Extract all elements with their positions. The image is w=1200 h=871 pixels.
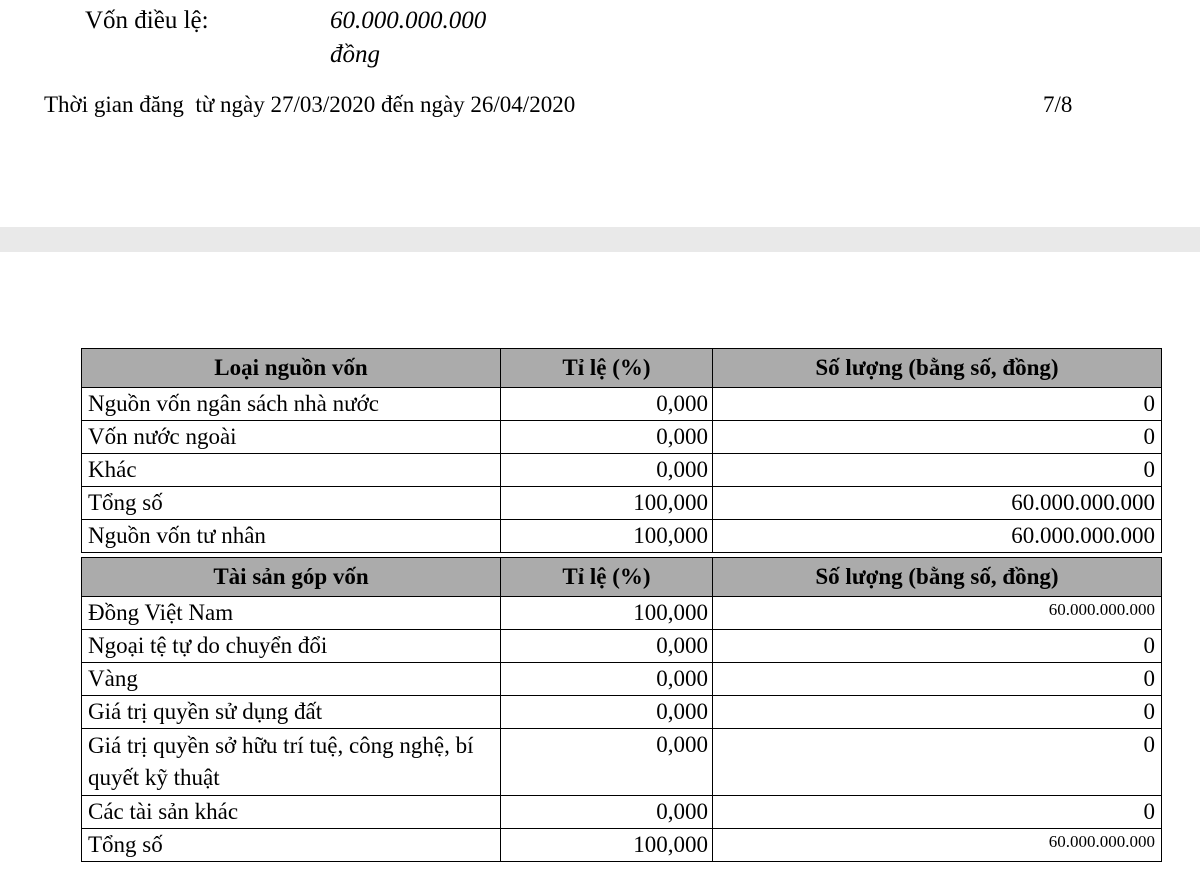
cell-source-rate: 100,000 [501, 487, 713, 520]
charter-capital-value [330, 4, 630, 72]
cell-asset-rate: 100,000 [501, 829, 713, 862]
cell-asset-rate: 100,000 [501, 597, 713, 630]
cell-asset-rate: 0,000 [501, 796, 713, 829]
cell-asset-name: Tổng số [82, 829, 501, 862]
cell-source-quantity: 60.000.000.000 [713, 487, 1162, 520]
table-row [82, 630, 1162, 663]
cell-asset-rate: 0,000 [501, 696, 713, 729]
cell-asset-name: Ngoại tệ tự do chuyển đổi [82, 630, 501, 663]
cell-asset-quantity: 60.000.000.000 [713, 829, 1162, 862]
table-row [82, 597, 1162, 630]
cell-asset-quantity: 0 [713, 796, 1162, 829]
cell-asset-quantity: 60.000.000.000 [713, 597, 1162, 630]
cell-source-rate: 0,000 [501, 421, 713, 454]
cell-source-rate: 0,000 [501, 454, 713, 487]
page-number: 7/8 [1043, 92, 1073, 117]
publication-period-text: Thời gian đăng từ ngày 27/03/2020 đến ngày 26/04/2020 [44, 92, 576, 117]
cell-asset-rate: 0,000 [501, 729, 713, 796]
cell-asset-name: Các tài sản khác [82, 796, 501, 829]
cell-asset-rate: 0,000 [501, 663, 713, 696]
capital-source-table [81, 348, 1162, 553]
column-header-source-type: Loại nguồn vốn [82, 349, 501, 388]
charter-capital-amount: 60.000.000.000 [330, 7, 487, 34]
cell-source-quantity: 0 [713, 421, 1162, 454]
table-row [82, 421, 1162, 454]
cell-source-rate: 100,000 [501, 520, 713, 553]
cell-source-quantity: 60.000.000.000 [713, 520, 1162, 553]
charter-capital-label: Vốn điều lệ: [85, 7, 209, 34]
table-row [82, 520, 1162, 553]
column-header-asset-qty: Số lượng (bằng số, đồng) [713, 558, 1162, 597]
table-header-row [82, 558, 1162, 597]
table-row [82, 388, 1162, 421]
table-row [82, 663, 1162, 696]
cell-source-name: Tổng số [82, 487, 501, 520]
cell-source-quantity: 0 [713, 454, 1162, 487]
column-header-asset-type: Tài sản góp vốn [82, 558, 501, 597]
cell-source-name: Nguồn vốn ngân sách nhà nước [82, 388, 501, 421]
cell-asset-name: Vàng [82, 663, 501, 696]
cell-asset-name: Giá trị quyền sử dụng đất [82, 696, 501, 729]
column-header-source-rate: Tỉ lệ (%) [501, 349, 713, 388]
cell-source-name: Khác [82, 454, 501, 487]
cell-asset-quantity: 0 [713, 630, 1162, 663]
table-row [82, 729, 1162, 796]
table-header-row [82, 349, 1162, 388]
cell-asset-quantity: 0 [713, 729, 1162, 796]
table-row [82, 696, 1162, 729]
table-row [82, 796, 1162, 829]
charter-capital-row [0, 4, 1200, 72]
cell-source-name: Vốn nước ngoài [82, 421, 501, 454]
page-separator-band [0, 227, 1200, 252]
cell-asset-name: Đồng Việt Nam [82, 597, 501, 630]
cell-asset-quantity: 0 [713, 696, 1162, 729]
table-row [82, 829, 1162, 862]
capital-asset-table [81, 557, 1162, 862]
publication-period-row [0, 88, 1200, 122]
table-row [82, 454, 1162, 487]
cell-source-quantity: 0 [713, 388, 1162, 421]
cell-source-rate: 0,000 [501, 388, 713, 421]
table-row [82, 487, 1162, 520]
column-header-asset-rate: Tỉ lệ (%) [501, 558, 713, 597]
cell-asset-rate: 0,000 [501, 630, 713, 663]
cell-asset-name: Giá trị quyền sở hữu trí tuệ, công nghệ, bí quyết kỹ thuật [82, 729, 501, 796]
cell-source-name: Nguồn vốn tư nhân [82, 520, 501, 553]
column-header-source-qty: Số lượng (bằng số, đồng) [713, 349, 1162, 388]
charter-capital-unit: đồng [330, 41, 380, 68]
cell-asset-quantity: 0 [713, 663, 1162, 696]
